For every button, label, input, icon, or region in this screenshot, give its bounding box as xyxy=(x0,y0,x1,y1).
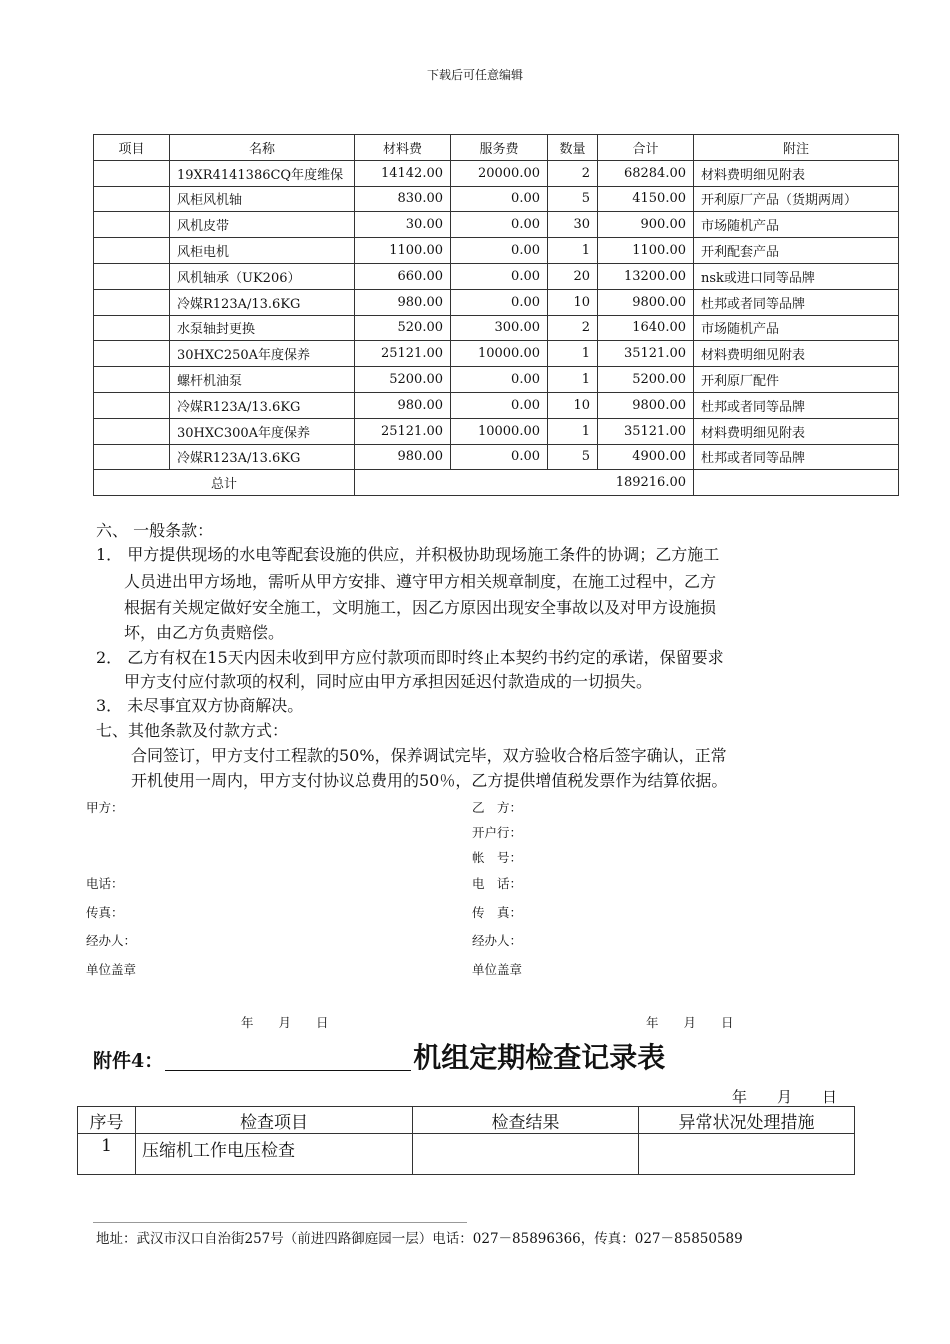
cell-item xyxy=(94,289,170,315)
cell-quantity: 2 xyxy=(548,160,598,186)
cell-name: 冷媒R123A/13.6KG xyxy=(170,289,355,315)
cell-name: 冷媒R123A/13.6KG xyxy=(170,392,355,418)
cell-name: 30HXC250A年度保养 xyxy=(170,341,355,367)
cell-item xyxy=(94,263,170,289)
cell-name: 水泵轴封更换 xyxy=(170,315,355,341)
cell-total: 4900.00 xyxy=(598,444,694,470)
date-b: 年 月 日 xyxy=(646,1015,734,1030)
party-b-label: 乙 方： xyxy=(472,800,523,815)
cell-note: 杜邦或者同等品牌 xyxy=(694,444,899,470)
check-header-no: 序号 xyxy=(78,1107,136,1134)
table-row xyxy=(94,444,899,470)
cell-note: 开利原厂配件 xyxy=(694,367,899,393)
cell-quantity: 1 xyxy=(548,341,598,367)
cell-material-fee: 980.00 xyxy=(355,392,451,418)
cell-note: 市场随机产品 xyxy=(694,315,899,341)
cell-quantity: 1 xyxy=(548,238,598,264)
cell-item xyxy=(94,212,170,238)
appendix-blank-line xyxy=(165,1044,411,1071)
seal-a-label: 单位盖章 xyxy=(86,962,137,977)
cell-total: 35121.00 xyxy=(598,341,694,367)
check-row-result xyxy=(413,1134,639,1175)
cell-quantity: 1 xyxy=(548,367,598,393)
fax-b-label: 传 真： xyxy=(472,905,523,920)
term1-line2: 人员进出甲方场地，需听从甲方安排、遵守甲方相关规章制度，在施工过程中，乙方 xyxy=(124,572,717,591)
date-a: 年 月 日 xyxy=(241,1015,329,1030)
cell-note: 材料费明细见附表 xyxy=(694,160,899,186)
cell-item xyxy=(94,315,170,341)
appendix-date: 年 月 日 xyxy=(732,1088,838,1106)
appendix-label: 附件4： xyxy=(93,1050,164,1072)
header-note: 下载后可任意编辑 xyxy=(426,68,523,82)
party-a-label: 甲方： xyxy=(86,800,124,815)
cell-note: 开利原厂产品（货期两周） xyxy=(694,186,899,212)
header-quantity: 数量 xyxy=(548,135,598,161)
table-row xyxy=(94,212,899,238)
cell-item xyxy=(94,341,170,367)
cell-service-fee: 10000.00 xyxy=(451,418,548,444)
table-row xyxy=(94,418,899,444)
footer-address: 地址：武汉市汉口自治街257号（前进四路御庭园一层）电话：027－85896366，传真：027－85850589 xyxy=(96,1231,743,1247)
cell-total: 1100.00 xyxy=(598,238,694,264)
phone-b-label: 电 话： xyxy=(472,876,523,891)
cell-service-fee: 0.00 xyxy=(451,392,548,418)
check-row-action xyxy=(639,1134,855,1175)
cell-material-fee: 980.00 xyxy=(355,289,451,315)
cell-name: 风柜风机轴 xyxy=(170,186,355,212)
cell-material-fee: 25121.00 xyxy=(355,341,451,367)
footer-divider xyxy=(93,1222,467,1223)
term1-line3: 根据有关规定做好安全施工，文明施工，因乙方原因出现安全事故以及对甲方设施损 xyxy=(124,598,717,617)
account-label: 帐 号： xyxy=(472,850,523,865)
cell-material-fee: 660.00 xyxy=(355,263,451,289)
check-header-action: 异常状况处理措施 xyxy=(639,1107,855,1134)
cell-material-fee: 1100.00 xyxy=(355,238,451,264)
table-row xyxy=(94,238,899,264)
total-note xyxy=(694,470,899,496)
header-service-fee: 服务费 xyxy=(451,135,548,161)
header-note: 附注 xyxy=(694,135,899,161)
header-total: 合计 xyxy=(598,135,694,161)
cell-material-fee: 980.00 xyxy=(355,444,451,470)
cell-material-fee: 30.00 xyxy=(355,212,451,238)
cell-material-fee: 830.00 xyxy=(355,186,451,212)
cell-note: 开利配套产品 xyxy=(694,238,899,264)
cell-quantity: 5 xyxy=(548,444,598,470)
cell-quantity: 10 xyxy=(548,392,598,418)
total-label: 总计 xyxy=(94,470,355,496)
section7-title: 七、其他条款及付款方式： xyxy=(96,721,289,740)
term3: 3． 未尽事宜双方协商解决。 xyxy=(96,696,304,715)
cell-service-fee: 0.00 xyxy=(451,238,548,264)
term1-line1: 1． 甲方提供现场的水电等配套设施的供应，并积极协助现场施工条件的协调；乙方施工 xyxy=(96,545,720,564)
cell-service-fee: 0.00 xyxy=(451,444,548,470)
price-table xyxy=(93,134,899,496)
table-row xyxy=(94,367,899,393)
cell-name: 螺杆机油泵 xyxy=(170,367,355,393)
payment-line1: 合同签订，甲方支付工程款的50%，保养调试完毕，双方验收合格后签字确认，正常 xyxy=(131,746,727,765)
cell-total: 5200.00 xyxy=(598,367,694,393)
agent-b-label: 经办人： xyxy=(472,933,523,948)
cell-name: 19XR4141386CQ年度维保 xyxy=(170,160,355,186)
cell-item xyxy=(94,392,170,418)
header-name: 名称 xyxy=(170,135,355,161)
cell-service-fee: 0.00 xyxy=(451,212,548,238)
header-material-fee: 材料费 xyxy=(355,135,451,161)
cell-item xyxy=(94,444,170,470)
appendix-title xyxy=(93,1036,665,1076)
cell-service-fee: 300.00 xyxy=(451,315,548,341)
term1-line4: 坏，由乙方负责赔偿。 xyxy=(124,623,285,642)
check-row-item: 压缩机工作电压检查 xyxy=(136,1134,413,1175)
phone-a-label: 电话： xyxy=(86,876,124,891)
cell-quantity: 20 xyxy=(548,263,598,289)
cell-item xyxy=(94,238,170,264)
section6-title: 六、 一般条款： xyxy=(96,521,214,540)
fax-a-label: 传真： xyxy=(86,905,124,920)
cell-material-fee: 14142.00 xyxy=(355,160,451,186)
cell-note: 杜邦或者同等品牌 xyxy=(694,392,899,418)
cell-quantity: 30 xyxy=(548,212,598,238)
cell-name: 风柜电机 xyxy=(170,238,355,264)
header-item: 项目 xyxy=(94,135,170,161)
price-table-header xyxy=(94,135,899,161)
cell-name: 冷媒R123A/13.6KG xyxy=(170,444,355,470)
cell-item xyxy=(94,367,170,393)
table-row xyxy=(94,289,899,315)
total-value: 189216.00 xyxy=(355,470,694,496)
total-row xyxy=(94,470,899,496)
cell-service-fee: 10000.00 xyxy=(451,341,548,367)
table-row xyxy=(78,1134,855,1175)
cell-total: 13200.00 xyxy=(598,263,694,289)
cell-name: 风机皮带 xyxy=(170,212,355,238)
check-row-no: 1 xyxy=(78,1134,136,1175)
cell-note: nsk或进口同等品牌 xyxy=(694,263,899,289)
cell-material-fee: 25121.00 xyxy=(355,418,451,444)
cell-quantity: 1 xyxy=(548,418,598,444)
appendix-heading: 机组定期检查记录表 xyxy=(413,1041,666,1074)
check-table xyxy=(77,1106,855,1175)
cell-item xyxy=(94,418,170,444)
cell-total: 68284.00 xyxy=(598,160,694,186)
term2-line1: 2． 乙方有权在15天内因未收到甲方应付款项而即时终止本契约书约定的承诺，保留要求 xyxy=(96,648,724,667)
check-table-header xyxy=(78,1107,855,1134)
cell-quantity: 10 xyxy=(548,289,598,315)
cell-service-fee: 20000.00 xyxy=(451,160,548,186)
table-row xyxy=(94,341,899,367)
cell-service-fee: 0.00 xyxy=(451,186,548,212)
table-row xyxy=(94,392,899,418)
cell-total: 9800.00 xyxy=(598,289,694,315)
cell-service-fee: 0.00 xyxy=(451,367,548,393)
cell-item xyxy=(94,160,170,186)
cell-note: 材料费明细见附表 xyxy=(694,341,899,367)
term2-line2: 甲方支付应付款项的权利，同时应由甲方承担因延迟付款造成的一切损失。 xyxy=(124,672,653,691)
cell-note: 材料费明细见附表 xyxy=(694,418,899,444)
check-header-item: 检查项目 xyxy=(136,1107,413,1134)
payment-line2: 开机使用一周内，甲方支付协议总费用的50％，乙方提供增值税发票作为结算依据。 xyxy=(131,771,728,790)
table-row xyxy=(94,263,899,289)
check-header-result: 检查结果 xyxy=(413,1107,639,1134)
seal-b-label: 单位盖章 xyxy=(472,962,523,977)
cell-total: 35121.00 xyxy=(598,418,694,444)
cell-note: 市场随机产品 xyxy=(694,212,899,238)
cell-quantity: 2 xyxy=(548,315,598,341)
cell-quantity: 5 xyxy=(548,186,598,212)
cell-name: 30HXC300A年度保养 xyxy=(170,418,355,444)
table-row xyxy=(94,315,899,341)
cell-note: 杜邦或者同等品牌 xyxy=(694,289,899,315)
cell-material-fee: 520.00 xyxy=(355,315,451,341)
cell-total: 1640.00 xyxy=(598,315,694,341)
cell-service-fee: 0.00 xyxy=(451,263,548,289)
cell-material-fee: 5200.00 xyxy=(355,367,451,393)
table-row xyxy=(94,160,899,186)
cell-total: 4150.00 xyxy=(598,186,694,212)
cell-service-fee: 0.00 xyxy=(451,289,548,315)
bank-label: 开户行： xyxy=(472,825,523,840)
cell-total: 900.00 xyxy=(598,212,694,238)
cell-item xyxy=(94,186,170,212)
table-row xyxy=(94,186,899,212)
cell-name: 风机轴承（UK206） xyxy=(170,263,355,289)
cell-total: 9800.00 xyxy=(598,392,694,418)
agent-a-label: 经办人： xyxy=(86,933,137,948)
